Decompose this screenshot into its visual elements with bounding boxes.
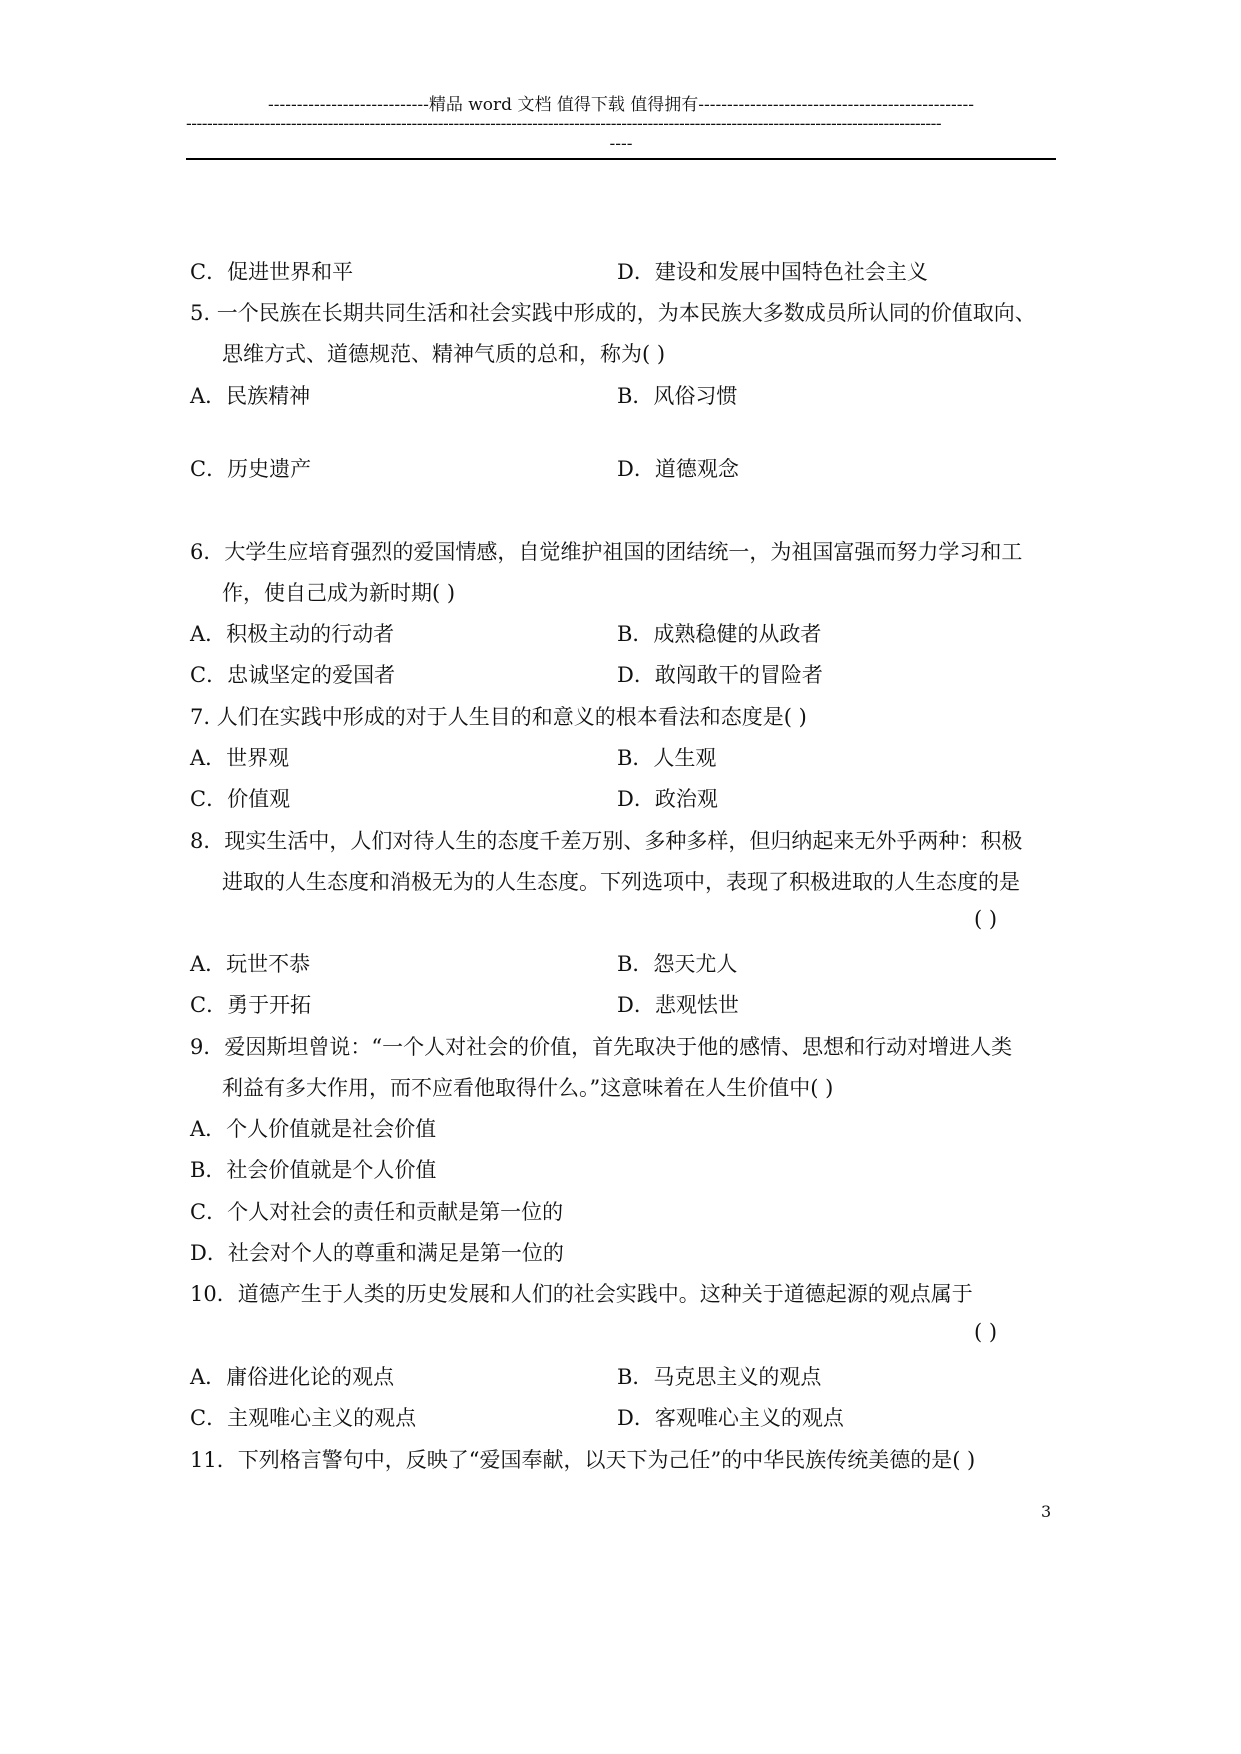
header-dash-line: ------------------------------------------------------------------------------------------------------------------------------------------------ <box>186 114 942 134</box>
q9-stem: 9．爱因斯坦曾说：“一个人对社会的价值，首先取决于他的感情、思想和行动对增进人类 <box>190 1035 1013 1059</box>
q8-option-c: C．勇于开拓 <box>190 993 312 1017</box>
q5-stem-cont: 思维方式、道德规范、精神气质的总和，称为( ) <box>222 342 666 366</box>
q10-stem: 10．道德产生于人类的历史发展和人们的社会实践中。这种关于道德起源的观点属于 <box>190 1282 973 1306</box>
q5-option-a: A．民族精神 <box>190 384 311 408</box>
q7-option-b: B．人生观 <box>617 746 717 770</box>
q6-option-b: B．成熟稳健的从政者 <box>617 622 822 646</box>
q7-stem: 7. 人们在实践中形成的对于人生目的和意义的根本看法和态度是( ) <box>190 705 807 729</box>
q7-option-a: A．世界观 <box>190 746 290 770</box>
header-rule <box>186 158 1056 160</box>
q8-option-d: D．悲观怯世 <box>617 993 739 1017</box>
q8-option-b: B．怨天尤人 <box>617 952 738 976</box>
q7-option-d: D．政治观 <box>617 787 718 811</box>
q9-option-a: A．个人价值就是社会价值 <box>190 1117 437 1141</box>
q9-option-d: D．社会对个人的尊重和满足是第一位的 <box>190 1241 564 1265</box>
q8-stem: 8．现实生活中，人们对待人生的态度千差万别、多种多样，但归纳起来无外乎两种：积极 <box>190 829 1023 853</box>
q10-option-a: A．庸俗进化论的观点 <box>190 1365 395 1389</box>
q11-stem: 11．下列格言警句中，反映了“爱国奉献，以天下为己任”的中华民族传统美德的是( ) <box>190 1448 976 1472</box>
q9-option-b: B．社会价值就是个人价值 <box>190 1158 437 1182</box>
q4-option-d: D．建设和发展中国特色社会主义 <box>617 260 928 284</box>
header-dash-tail: ---- <box>609 134 633 154</box>
q8-stem-cont: 进取的人生态度和消极无为的人生态度。下列选项中，表现了积极进取的人生态度的是 <box>222 870 1020 894</box>
q9-option-c: C．个人对社会的责任和贡献是第一位的 <box>190 1200 564 1224</box>
q9-stem-cont: 利益有多大作用，而不应看他取得什么。”这意味着在人生价值中( ) <box>222 1076 834 1100</box>
q6-stem: 6．大学生应培育强烈的爱国情感，自觉维护祖国的团结统一，为祖国富强而努力学习和工 <box>190 540 1023 564</box>
page-number: 3 <box>1041 1502 1052 1521</box>
q6-stem-cont: 作，使自己成为新时期( ) <box>222 581 456 605</box>
q8-option-a: A．玩世不恭 <box>190 952 311 976</box>
q5-stem: 5. 一个民族在长期共同生活和社会实践中形成的，为本民族大多数成员所认同的价值取向、 <box>190 301 1036 325</box>
q6-option-c: C．忠诚坚定的爱国者 <box>190 663 396 687</box>
q5-option-d: D．道德观念 <box>617 457 739 481</box>
q10-option-d: D．客观唯心主义的观点 <box>617 1406 844 1430</box>
q4-option-c: C．促进世界和平 <box>190 260 354 284</box>
q8-answer-parens: ( ) <box>974 907 998 931</box>
q6-option-d: D．敢闯敢干的冒险者 <box>617 663 823 687</box>
q10-option-b: B．马克思主义的观点 <box>617 1365 822 1389</box>
q10-option-c: C．主观唯心主义的观点 <box>190 1406 417 1430</box>
header-banner: ----------------------------精品 word 文档 值得下载 值得拥有------------------------------------------------ <box>268 95 974 115</box>
q5-option-b: B．风俗习惯 <box>617 384 738 408</box>
q7-option-c: C．价值观 <box>190 787 291 811</box>
q10-answer-parens: ( ) <box>974 1320 998 1344</box>
q5-option-c: C．历史遗产 <box>190 457 312 481</box>
q6-option-a: A．积极主动的行动者 <box>190 622 395 646</box>
